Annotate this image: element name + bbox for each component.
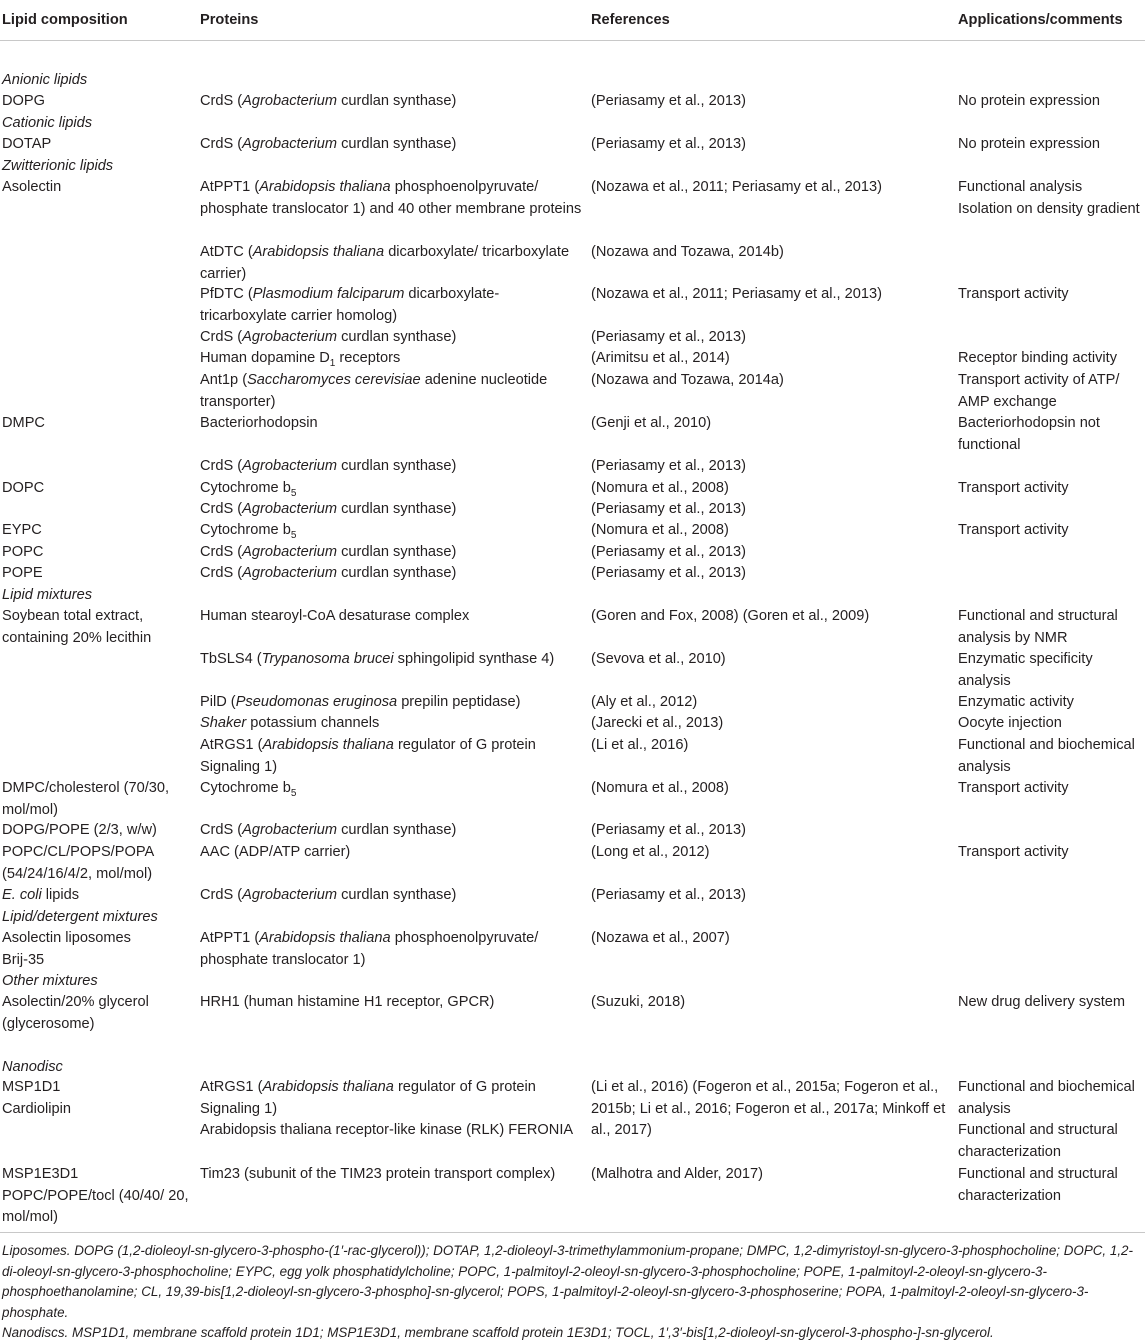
proteins-cell: Ant1p (Saccharomyces cerevisiae adenine nucleotide transporter) — [200, 372, 552, 410]
references-cell: (Nozawa and Tozawa, 2014b) — [591, 244, 784, 260]
references-cell: (Nomura et al., 2008) — [591, 522, 729, 538]
references-cell: (Nomura et al., 2008) — [591, 780, 729, 796]
references-cell: (Periasamy et al., 2013) — [591, 887, 746, 903]
lipid-composition-cell: MSP1D1 Cardiolipin — [2, 1079, 71, 1117]
proteins-cell: Human dopamine $D_1$ receptors — [200, 350, 401, 369]
references-cell: (Jarecki et al., 2013) — [591, 715, 724, 731]
section-heading-row — [0, 907, 1145, 929]
applications-cell: Functional analysis Isolation on density gradient — [958, 179, 1140, 217]
italic-text: Arabidopsis thaliana — [259, 179, 391, 195]
applications-cell: Transport activity — [958, 780, 1069, 796]
italic-text: Agrobacterium — [242, 565, 338, 581]
proteins-cell: TbSLS4 (Trypanosoma brucei sphingolipid synthase 4) — [200, 651, 555, 667]
applications-cell: Transport activity — [958, 522, 1069, 538]
lipid-composition-cell: EYPC — [2, 522, 42, 538]
table-row — [0, 370, 1145, 410]
references-cell: (Periasamy et al., 2013) — [591, 329, 746, 345]
proteins-cell: Shaker potassium channels — [200, 715, 380, 731]
references-cell: (Nozawa et al., 2007) — [591, 930, 730, 946]
italic-text: Agrobacterium — [242, 458, 338, 474]
italic-text: Arabidopsis thaliana — [262, 1079, 394, 1095]
applications-cell: Functional and structural characterization — [958, 1166, 1122, 1204]
applications-cell: Functional and structural analysis by NMR — [958, 608, 1122, 646]
references-cell: (Aly et al., 2012) — [591, 694, 698, 710]
references-cell: (Genji et al., 2010) — [591, 415, 712, 431]
italic-text: Saccharomyces cerevisiae — [247, 372, 421, 388]
references-cell: (Goren and Fox, 2008) (Goren et al., 2009) — [591, 608, 870, 624]
section-heading: Zwitterionic lipids — [2, 158, 114, 174]
subscript: 5 — [290, 787, 297, 799]
lipid-composition-cell: Asolectin liposomes Brij-35 — [2, 930, 131, 968]
proteins-cell: Cytochrome $b_5$ — [200, 522, 297, 541]
header-references: References — [591, 12, 670, 28]
table-row — [0, 1164, 1145, 1226]
proteins-cell: AtPPT1 (Arabidopsis thaliana phosphoenolpyruvate/ phosphate translocator 1) and 40 other membrane proteins — [200, 179, 582, 217]
section-heading-row — [0, 1057, 1145, 1079]
table-row — [0, 713, 1145, 735]
section-heading: Lipid/detergent mixtures — [2, 909, 158, 925]
table-row — [0, 456, 1145, 478]
proteins-cell: HRH1 (human histamine H1 receptor, GPCR) — [200, 994, 495, 1010]
applications-cell: New drug delivery system — [958, 994, 1126, 1010]
lipid-composition-cell: DMPC — [2, 415, 45, 431]
section-heading: Cationic lipids — [2, 115, 93, 131]
references-cell: (Li et al., 2016) (Fogeron et al., 2015a; Fogeron et al., 2015b; Li et al., 2016; Fogeron et al., 2017a; Minkoff et al., 2017) — [591, 1079, 950, 1139]
italic-text: Agrobacterium — [242, 501, 338, 517]
lipid-composition-cell: Soybean total extract, containing 20% lecithin — [2, 608, 152, 646]
references-cell: (Periasamy et al., 2013) — [591, 544, 746, 560]
header-applications: Applications/comments — [958, 12, 1123, 28]
table-row — [0, 242, 1145, 282]
references-cell: (Malhotra and Alder, 2017) — [591, 1166, 763, 1182]
proteins-cell: CrdS (Agrobacterium curdlan synthase) — [200, 822, 457, 838]
table-bottom-rule — [0, 1232, 1145, 1233]
table-row — [0, 692, 1145, 714]
italic-text: Plasmodium falciparum — [252, 286, 405, 302]
section-heading-row — [0, 585, 1145, 607]
references-cell: (Sevova et al., 2010) — [591, 651, 726, 667]
header-lipid-composition: Lipid composition — [2, 12, 128, 28]
table-row — [0, 563, 1145, 585]
proteins-cell: Cytochrome $b_5$ — [200, 480, 297, 499]
italic-text: Shaker — [200, 715, 247, 731]
proteins-cell: CrdS (Agrobacterium curdlan synthase) — [200, 544, 457, 560]
footnote-nanodiscs: Nanodiscs. MSP1D1, membrane scaffold protein 1D1; MSP1E3D1, membrane scaffold protein 1E3D1; TOCL, 1′,3′-bis[1,2-dioleoyl-sn-glycerol-3-phospho-]-sn-glycerol. — [2, 1325, 994, 1340]
applications-cell: Enzymatic activity — [958, 694, 1074, 710]
applications-cell: Receptor binding activity — [958, 350, 1117, 366]
lipid-composition-cell: E. coli lipids — [2, 887, 80, 903]
lipid-composition-cell: DOPG/POPE (2/3, w/w) — [2, 822, 157, 838]
table-row — [0, 1120, 1145, 1160]
proteins-cell: Human stearoyl-CoA desaturase complex — [200, 608, 470, 624]
proteins-cell: CrdS (Agrobacterium curdlan synthase) — [200, 329, 457, 345]
table-row — [0, 413, 1145, 453]
references-cell: (Periasamy et al., 2013) — [591, 565, 746, 581]
italic-text: Agrobacterium — [242, 329, 338, 345]
applications-cell: Oocyte injection — [958, 715, 1062, 731]
table-row — [0, 842, 1145, 882]
references-cell: (Arimitsu et al., 2014) — [591, 350, 730, 366]
section-heading: Nanodisc — [2, 1059, 63, 1075]
italic-text: Agrobacterium — [242, 544, 338, 560]
table-row — [0, 928, 1145, 968]
italic-text: Arabidopsis thaliana — [262, 737, 394, 753]
section-heading-row — [0, 156, 1145, 178]
proteins-cell: CrdS (Agrobacterium curdlan synthase) — [200, 136, 457, 152]
italic-text: Agrobacterium — [242, 822, 338, 838]
applications-cell: No protein expression — [958, 136, 1100, 152]
proteins-cell: Cytochrome $b_5$ — [200, 780, 297, 799]
header-proteins: Proteins — [200, 12, 259, 28]
proteins-cell: CrdS (Agrobacterium curdlan synthase) — [200, 501, 457, 517]
subscript: 5 — [290, 529, 297, 541]
references-cell: (Nozawa et al., 2011; Periasamy et al., 2013) — [591, 179, 882, 195]
table-row — [0, 649, 1145, 689]
applications-cell: Enzymatic specificity analysis — [958, 651, 1097, 689]
proteins-cell: Arabidopsis thaliana receptor-like kinase (RLK) FERONIA — [200, 1122, 574, 1138]
italic-text: Pseudomonas eruginosa — [235, 694, 398, 710]
proteins-cell: CrdS (Agrobacterium curdlan synthase) — [200, 887, 457, 903]
references-cell: (Nomura et al., 2008) — [591, 480, 729, 496]
proteins-cell: AAC (ADP/ATP carrier) — [200, 844, 351, 860]
table-row — [0, 542, 1145, 564]
references-cell: (Nozawa et al., 2011; Periasamy et al., 2013) — [591, 286, 882, 302]
proteins-cell: CrdS (Agrobacterium curdlan synthase) — [200, 458, 457, 474]
section-heading: Lipid mixtures — [2, 587, 93, 603]
table-row — [0, 91, 1145, 113]
section-heading: Other mixtures — [2, 973, 98, 989]
applications-cell: Functional and biochemical analysis — [958, 1079, 1139, 1117]
section-heading-row — [0, 113, 1145, 135]
references-cell: (Li et al., 2016) — [591, 737, 689, 753]
proteins-cell: CrdS (Agrobacterium curdlan synthase) — [200, 93, 457, 109]
proteins-cell: Bacteriorhodopsin — [200, 415, 318, 431]
references-cell: (Long et al., 2012) — [591, 844, 710, 860]
proteins-cell: AtRGS1 (Arabidopsis thaliana regulator of G protein Signaling 1) — [200, 1079, 540, 1117]
lipid-composition-cell: MSP1E3D1 POPC/POPE/tocl (40/40/ 20, mol/mol) — [2, 1166, 189, 1226]
proteins-cell: CrdS (Agrobacterium curdlan synthase) — [200, 565, 457, 581]
lipid-composition-cell: DOTAP — [2, 136, 52, 152]
section-heading-row — [0, 70, 1145, 92]
italic-text: Arabidopsis thaliana — [259, 930, 391, 946]
references-cell: (Periasamy et al., 2013) — [591, 822, 746, 838]
applications-cell: Functional and structural characterization — [958, 1122, 1122, 1160]
table-row — [0, 820, 1145, 842]
applications-cell: Transport activity of ATP/ AMP exchange — [958, 372, 1123, 410]
table-row — [0, 327, 1145, 349]
table-row — [0, 348, 1145, 370]
references-cell: (Suzuki, 2018) — [591, 994, 686, 1010]
table-row — [0, 177, 1145, 217]
lipid-composition-cell: Asolectin/20% glycerol (glycerosome) — [2, 994, 153, 1032]
table-row — [0, 520, 1145, 542]
proteins-cell: PfDTC (Plasmodium falciparum dicarboxylate-tricarboxylate carrier homolog) — [200, 286, 500, 324]
table-row — [0, 735, 1145, 775]
italic-text: Arabidopsis thaliana — [252, 244, 385, 260]
proteins-cell: Tim23 (subunit of the TIM23 protein transport complex) — [200, 1166, 556, 1182]
proteins-cell: AtDTC (Arabidopsis thaliana dicarboxylate/ tricarboxylate carrier) — [200, 244, 574, 282]
table-row — [0, 478, 1145, 500]
table-row — [0, 134, 1145, 156]
subscript: 1 — [329, 357, 336, 369]
table-row — [0, 606, 1145, 646]
section-heading: Anionic lipids — [2, 72, 88, 88]
section-heading-row — [0, 971, 1145, 993]
lipid-composition-cell: POPE — [2, 565, 43, 581]
table-row — [0, 499, 1145, 521]
proteins-cell: AtPPT1 (Arabidopsis thaliana phosphoenolpyruvate/ phosphate translocator 1) — [200, 930, 543, 968]
references-cell: (Periasamy et al., 2013) — [591, 501, 746, 517]
lipid-composition-cell: DOPC — [2, 480, 45, 496]
proteins-cell: PilD (Pseudomonas eruginosa prepilin peptidase) — [200, 694, 521, 710]
italic-text: Trypanosoma brucei — [261, 651, 394, 667]
lipid-composition-cell: POPC — [2, 544, 44, 560]
references-cell: (Periasamy et al., 2013) — [591, 93, 746, 109]
lipid-composition-cell: DMPC/cholesterol (70/30, mol/mol) — [2, 780, 174, 818]
footnote-liposomes: Liposomes. DOPG (1,2-dioleoyl-sn-glycero-3-phospho-(1′-rac-glycerol)); DOTAP, 1,2-dioleoyl-3-trimethylammonium-propane; DMPC, 1,2-dimyristoyl-sn-glycero-3-phosphocholine; DOPC, 1,2-di-oleoyl-sn-glycero-3-phosphocholine; EYPC, egg yolk phosphatidylcholine; POPC, 1-palmitoyl-2-oleoyl-sn-glycero-3-phosphocholine; POPE, 1-palmitoyl-2-oleoyl-sn-glycero-3-phosphoethanolamine; CL, 19,39-bis[1,2-dioleoyl-sn-glycero-3-phospho]-sn-glycerol; POPS, 1-palmitoyl-2-oleoyl-sn-glycero-3-phosphoserine; POPA, 1-palmitoyl-2-oleoyl-sn-glycero-3-phosphate. — [2, 1243, 1133, 1320]
lipid-composition-cell: Asolectin — [2, 179, 62, 195]
references-cell: (Periasamy et al., 2013) — [591, 458, 746, 474]
table-row — [0, 284, 1145, 324]
references-cell: (Nozawa and Tozawa, 2014a) — [591, 372, 784, 388]
applications-cell: Transport activity — [958, 844, 1069, 860]
applications-cell: Transport activity — [958, 286, 1069, 302]
italic-text: Agrobacterium — [242, 887, 338, 903]
italic-text: E. coli — [2, 887, 42, 903]
table-row — [0, 992, 1145, 1032]
lipid-composition-cell: DOPG — [2, 93, 45, 109]
table-row — [0, 885, 1145, 907]
subscript: 5 — [290, 487, 297, 499]
table-header — [0, 0, 1145, 41]
references-cell: (Periasamy et al., 2013) — [591, 136, 746, 152]
table-row — [0, 778, 1145, 818]
applications-cell: Transport activity — [958, 480, 1069, 496]
proteins-cell: AtRGS1 (Arabidopsis thaliana regulator of G protein Signaling 1) — [200, 737, 540, 775]
applications-cell: Bacteriorhodopsin not functional — [958, 415, 1105, 453]
italic-text: Agrobacterium — [242, 93, 338, 109]
italic-text: Agrobacterium — [242, 136, 338, 152]
applications-cell: No protein expression — [958, 93, 1100, 109]
lipid-composition-cell: POPC/CL/POPS/POPA (54/24/16/4/2, mol/mol) — [2, 844, 158, 882]
applications-cell: Functional and biochemical analysis — [958, 737, 1139, 775]
